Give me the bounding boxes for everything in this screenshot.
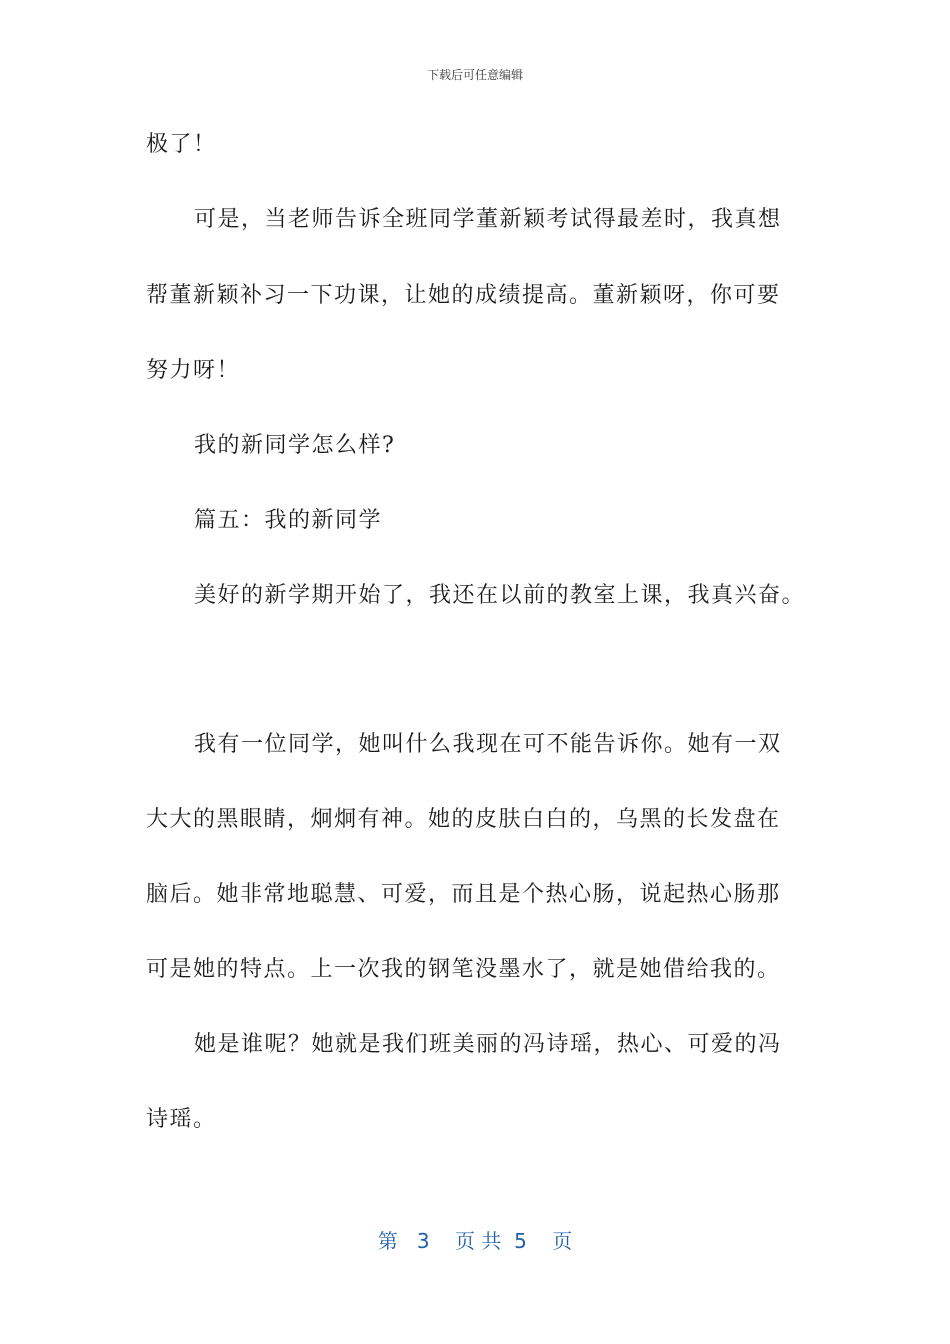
text-line: 可是她的特点。上一次我的钢笔没墨水了，就是她借给我的。 (146, 957, 781, 982)
paragraph-start-line: 可是，当老师告诉全班同学董新颖考试得最差时，我真想 (194, 207, 782, 232)
text-line: 脑后。她非常地聪慧、可爱，而且是个热心肠，说起热心肠那 (146, 882, 781, 907)
text-line: 大大的黑眼睛，炯炯有神。她的皮肤白白的，乌黑的长发盘在 (146, 807, 781, 832)
paragraph-start-line: 我的新同学怎么样? (194, 433, 396, 458)
text-line: 帮董新颖补习一下功课，让她的成绩提高。董新颖呀，你可要 (146, 283, 781, 308)
paragraph-start-line: 她是谁呢？她就是我们班美丽的冯诗瑶，热心、可爱的冯 (194, 1032, 782, 1057)
paragraph-start-line: 美好的新学期开始了，我还在以前的教室上课，我真兴奋。 (194, 583, 806, 608)
text-line: 极了！ (146, 132, 217, 157)
text-line: 努力呀！ (146, 358, 241, 383)
footer-suffix: 页 (552, 1229, 573, 1253)
paragraph-start-line: 我有一位同学，她叫什么我现在可不能告诉你。她有一双 (194, 732, 782, 757)
footer-middle: 页 共 (455, 1229, 502, 1253)
page-footer (0, 1225, 950, 1254)
total-page-count: 5 (514, 1229, 527, 1253)
section-title: 篇五：我的新同学 (194, 508, 383, 533)
text-line: 诗瑶。 (146, 1107, 217, 1132)
current-page-number: 3 (416, 1229, 430, 1253)
page-header: 下载后可任意编辑 (426, 68, 523, 82)
footer-prefix: 第 (377, 1229, 398, 1253)
